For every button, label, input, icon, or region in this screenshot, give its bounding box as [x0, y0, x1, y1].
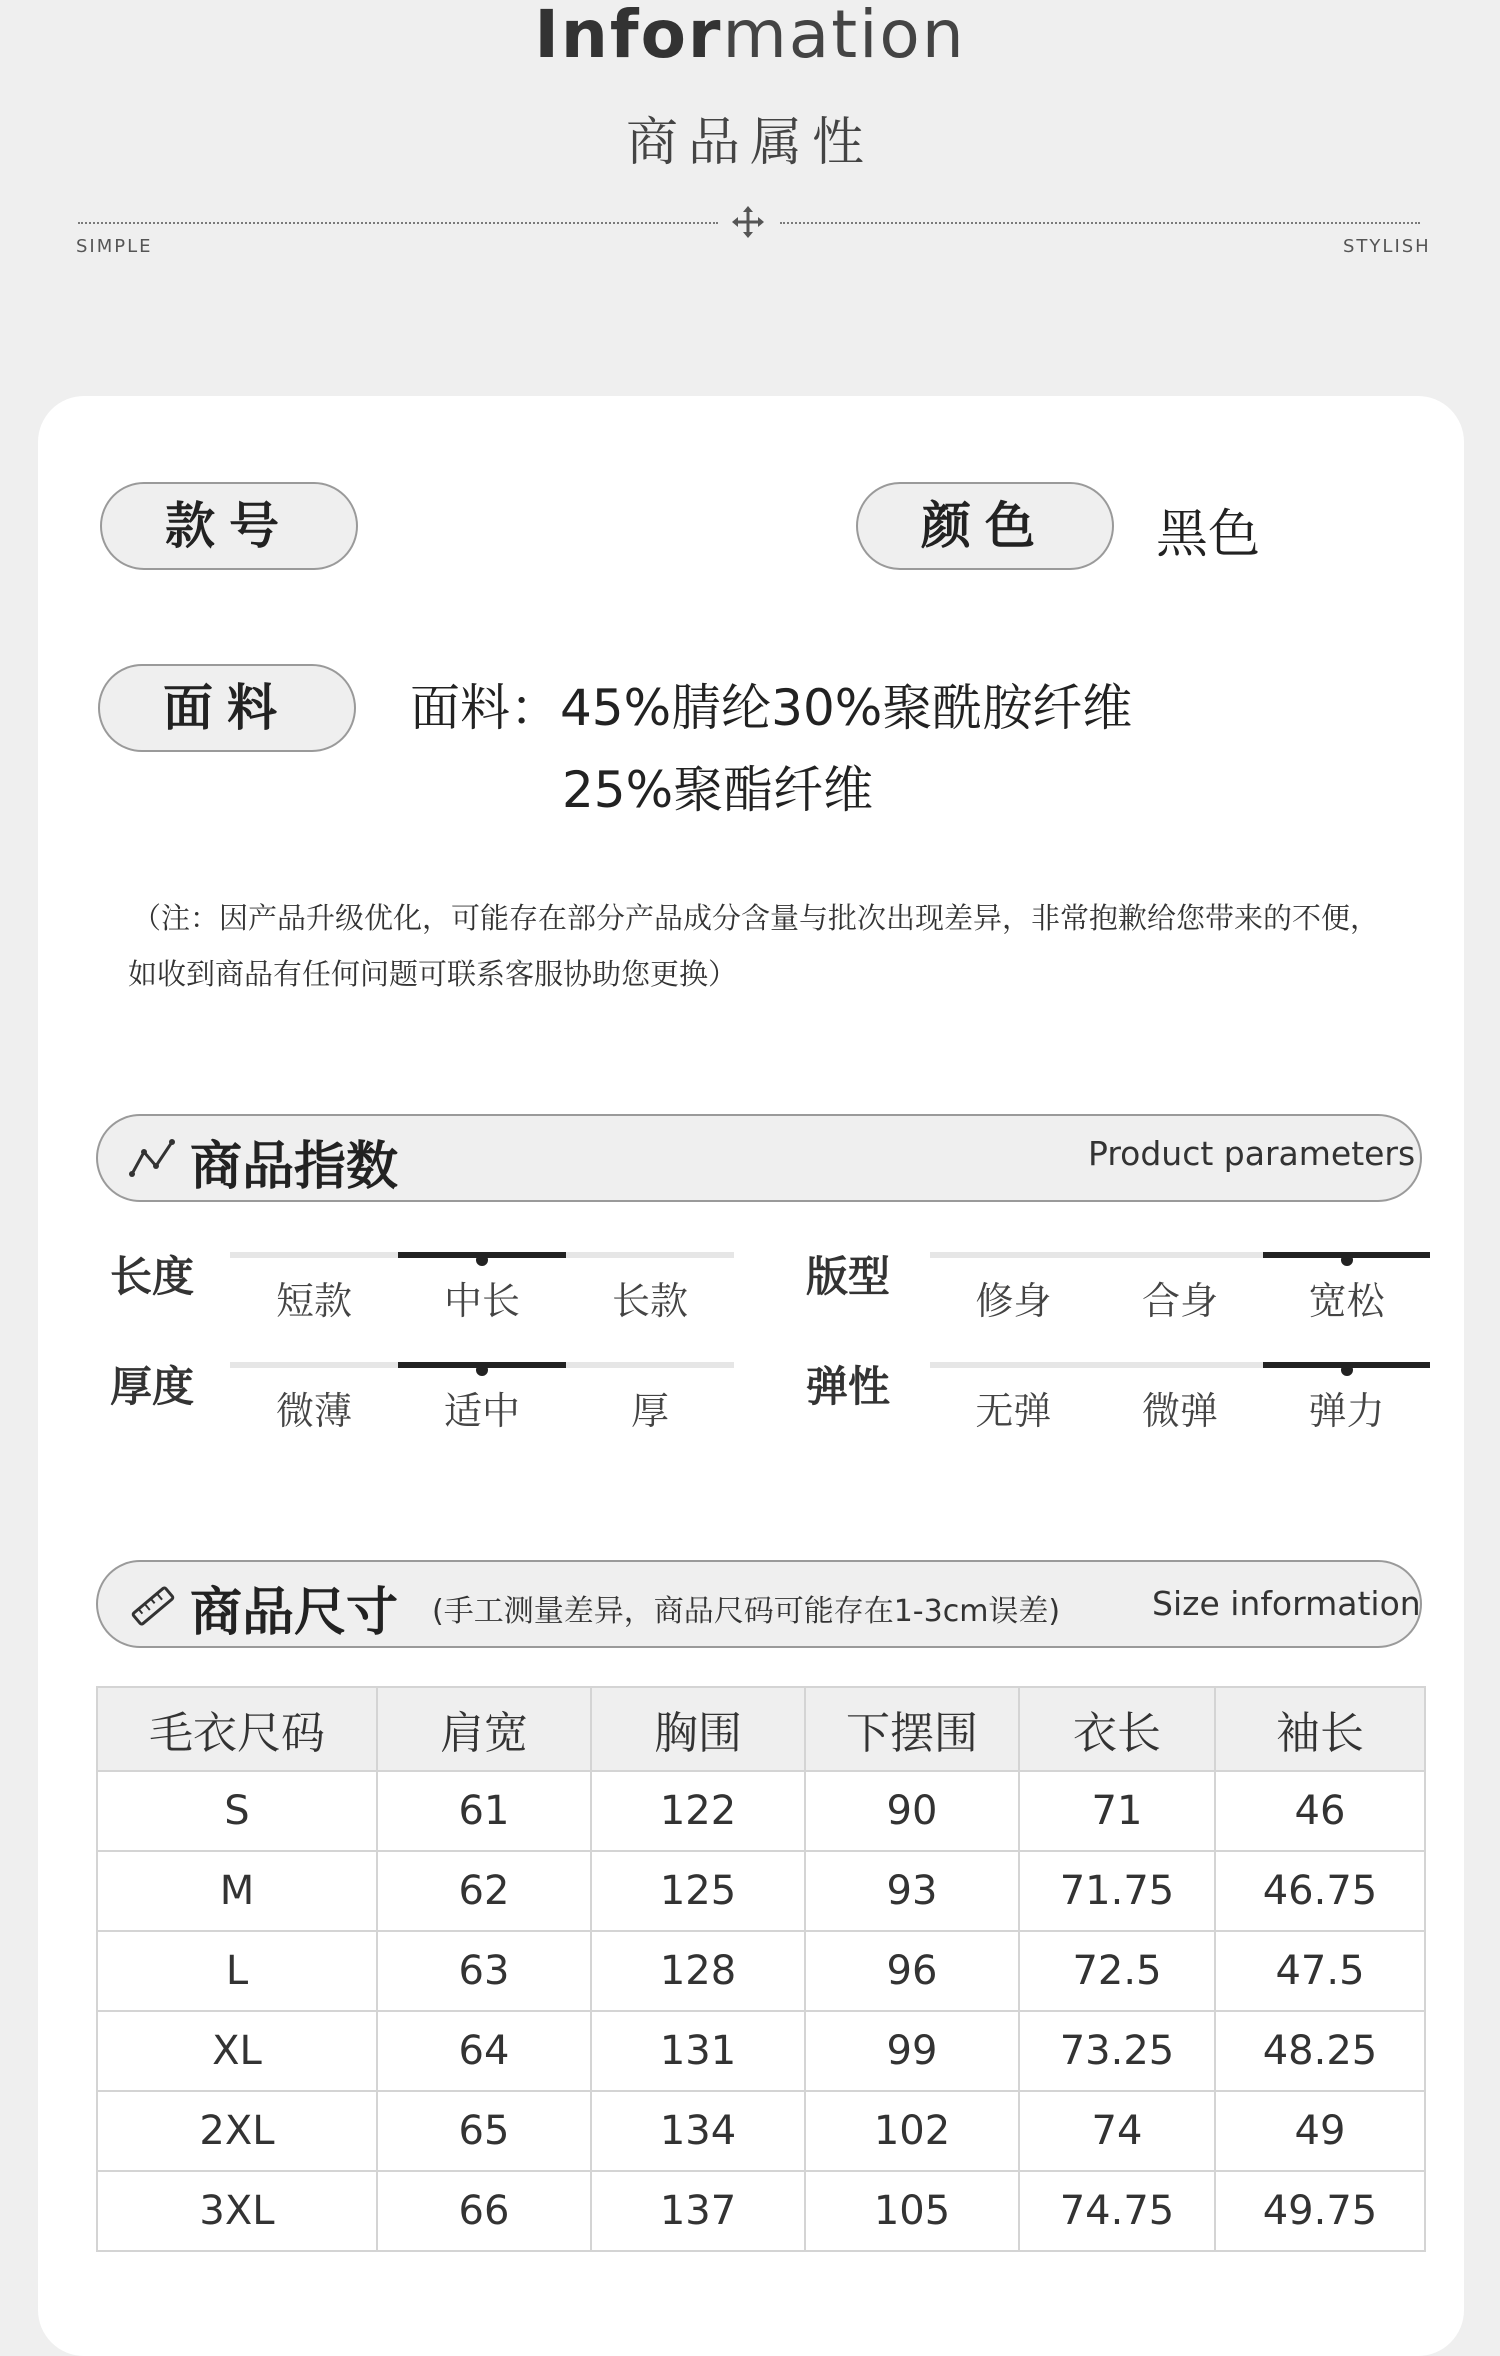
title-en-bold: Infor	[534, 0, 723, 73]
style-number-pill: 款号	[100, 482, 358, 570]
ruler-icon	[128, 1584, 178, 1628]
table-cell: 2XL	[97, 2091, 377, 2171]
table-cell: 93	[805, 1851, 1019, 1931]
table-cell: M	[97, 1851, 377, 1931]
table-cell: 137	[591, 2171, 805, 2251]
index-option: 修身	[975, 1279, 1052, 1323]
index-section-title: 商品指数	[190, 1137, 399, 1197]
table-cell: 71.75	[1019, 1851, 1215, 1931]
table-row	[97, 1931, 1425, 2011]
table-cell: 49	[1215, 2091, 1425, 2171]
index-option: 长款	[611, 1279, 688, 1323]
size-table-header-cell: 袖长	[1215, 1687, 1425, 1771]
table-cell: S	[97, 1771, 377, 1851]
color-pill: 颜色	[856, 482, 1114, 570]
table-cell: XL	[97, 2011, 377, 2091]
table-cell: 122	[591, 1771, 805, 1851]
index-option: 合身	[1141, 1279, 1218, 1323]
table-cell: 65	[377, 2091, 591, 2171]
note-line-1: （注：因产品升级优化，可能存在部分产品成分含量与批次出现差异，非常抱歉给您带来的不便，	[132, 901, 1380, 935]
table-cell: 74.75	[1019, 2171, 1215, 2251]
table-cell: 48.25	[1215, 2011, 1425, 2091]
table-cell: 74	[1019, 2091, 1215, 2171]
index-marker	[1341, 1254, 1353, 1266]
note-line-2: 如收到商品有任何问题可联系客服协助您更换）	[128, 957, 738, 991]
fabric-line-1: 面料：45%腈纶30%聚酰胺纤维	[410, 679, 1133, 737]
page-title-cn: 商品属性	[625, 113, 874, 173]
table-row	[97, 2091, 1425, 2171]
table-cell: 105	[805, 2171, 1019, 2251]
table-cell: 61	[377, 1771, 591, 1851]
title-en-light: mation	[722, 0, 966, 73]
table-cell: 99	[805, 2011, 1019, 2091]
divider-left	[78, 222, 718, 224]
index-label: 弹性	[806, 1362, 891, 1411]
size-table-header-cell: 下摆围	[805, 1687, 1019, 1771]
chart-line-icon	[128, 1136, 178, 1180]
index-marker	[1341, 1364, 1353, 1376]
index-section-title-en: Product parameters	[1088, 1134, 1416, 1173]
index-option: 微薄	[275, 1389, 352, 1433]
index-label: 版型	[806, 1252, 891, 1301]
table-row	[97, 2011, 1425, 2091]
table-cell: 102	[805, 2091, 1019, 2171]
stylish-label: STYLISH	[1343, 236, 1431, 257]
size-section-note: (手工测量差异，商品尺码可能存在1-3cm误差)	[432, 1594, 1061, 1629]
index-option: 中长	[443, 1279, 520, 1323]
table-cell: 134	[591, 2091, 805, 2171]
move-arrows-icon	[730, 204, 766, 240]
index-option: 适中	[443, 1389, 520, 1433]
table-row	[97, 1771, 1425, 1851]
table-cell: 71	[1019, 1771, 1215, 1851]
table-cell: 73.25	[1019, 2011, 1215, 2091]
size-table-header-cell: 衣长	[1019, 1687, 1215, 1771]
table-row	[97, 1851, 1425, 1931]
table-cell: 46.75	[1215, 1851, 1425, 1931]
table-cell: 90	[805, 1771, 1019, 1851]
fabric-pill: 面料	[98, 664, 356, 752]
index-option: 短款	[275, 1279, 352, 1323]
table-cell: 131	[591, 2011, 805, 2091]
divider-right	[780, 222, 1420, 224]
table-cell: 49.75	[1215, 2171, 1425, 2251]
page-title-en	[0, 0, 1500, 73]
table-cell: 62	[377, 1851, 591, 1931]
size-section-title-en: Size information	[1152, 1584, 1421, 1623]
table-cell: 63	[377, 1931, 591, 2011]
size-table	[96, 1686, 1426, 2252]
index-option: 弹力	[1308, 1389, 1385, 1433]
size-table-header-cell: 胸围	[591, 1687, 805, 1771]
index-option: 微弹	[1141, 1389, 1218, 1433]
table-cell: 128	[591, 1931, 805, 2011]
size-table-header	[97, 1687, 1425, 1771]
table-cell: L	[97, 1931, 377, 2011]
size-section-title: 商品尺寸	[190, 1583, 399, 1643]
size-table-header-cell: 毛衣尺码	[97, 1687, 377, 1771]
table-cell: 96	[805, 1931, 1019, 2011]
index-marker	[476, 1364, 488, 1376]
fabric-line-2: 25%聚酯纤维	[562, 761, 874, 819]
index-option: 宽松	[1308, 1279, 1385, 1323]
size-table-header-cell: 肩宽	[377, 1687, 591, 1771]
simple-label: SIMPLE	[76, 236, 153, 257]
table-cell: 125	[591, 1851, 805, 1931]
index-marker	[476, 1254, 488, 1266]
table-cell: 64	[377, 2011, 591, 2091]
color-value: 黑色	[1156, 505, 1261, 565]
table-row	[97, 2171, 1425, 2251]
index-label: 厚度	[110, 1362, 195, 1411]
table-cell: 72.5	[1019, 1931, 1215, 2011]
table-cell: 47.5	[1215, 1931, 1425, 2011]
index-option: 无弹	[975, 1389, 1052, 1433]
table-cell: 66	[377, 2171, 591, 2251]
table-cell: 46	[1215, 1771, 1425, 1851]
index-label: 长度	[110, 1252, 195, 1301]
index-option: 厚	[630, 1389, 669, 1433]
table-cell: 3XL	[97, 2171, 377, 2251]
